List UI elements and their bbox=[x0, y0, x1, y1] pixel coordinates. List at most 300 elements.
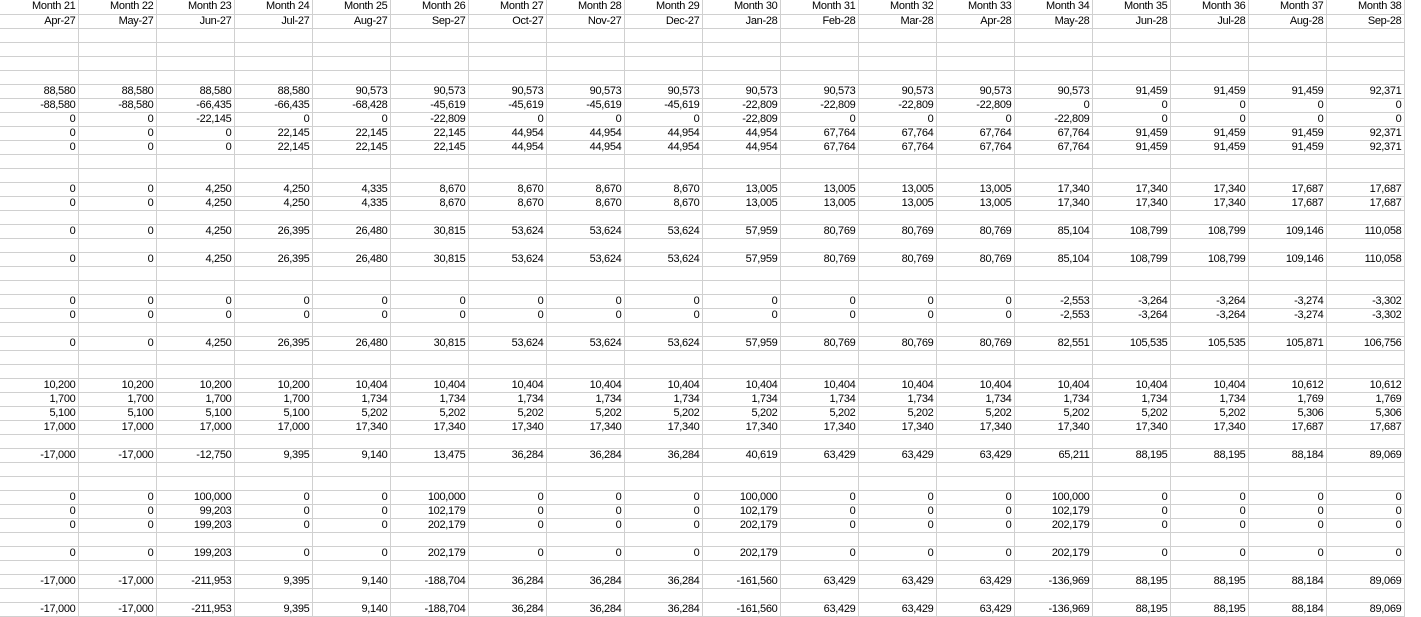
cell[interactable]: 0 bbox=[390, 294, 468, 308]
cell[interactable]: 0 bbox=[468, 294, 546, 308]
cell[interactable]: 67,764 bbox=[780, 126, 858, 140]
cell[interactable] bbox=[1326, 462, 1404, 476]
cell[interactable]: -2,553 bbox=[1014, 308, 1092, 322]
cell[interactable]: 17,340 bbox=[702, 420, 780, 434]
cell[interactable] bbox=[1248, 322, 1326, 336]
cell[interactable]: -3,302 bbox=[1326, 294, 1404, 308]
cell[interactable]: 0 bbox=[78, 196, 156, 210]
cell[interactable]: 4,335 bbox=[312, 196, 390, 210]
cell[interactable]: 0 bbox=[468, 308, 546, 322]
cell[interactable]: -136,969 bbox=[1014, 574, 1092, 588]
cell[interactable]: 89,069 bbox=[1326, 602, 1404, 616]
cell[interactable]: 67,764 bbox=[858, 126, 936, 140]
cell[interactable] bbox=[546, 532, 624, 546]
cell[interactable]: 17,340 bbox=[780, 420, 858, 434]
cell[interactable]: 0 bbox=[1092, 518, 1170, 532]
cell[interactable]: 109,146 bbox=[1248, 224, 1326, 238]
cell[interactable]: 0 bbox=[624, 504, 702, 518]
cell[interactable]: 89,069 bbox=[1326, 574, 1404, 588]
cell[interactable]: -17,000 bbox=[0, 448, 78, 462]
cell[interactable] bbox=[156, 350, 234, 364]
cell[interactable] bbox=[1170, 56, 1248, 70]
cell[interactable]: 0 bbox=[546, 504, 624, 518]
cell[interactable] bbox=[780, 28, 858, 42]
cell[interactable] bbox=[624, 70, 702, 84]
cell[interactable] bbox=[156, 70, 234, 84]
cell[interactable] bbox=[1326, 238, 1404, 252]
cell[interactable]: -22,809 bbox=[390, 112, 468, 126]
cell[interactable]: 26,480 bbox=[312, 252, 390, 266]
cell[interactable] bbox=[936, 70, 1014, 84]
cell[interactable] bbox=[468, 28, 546, 42]
cell[interactable] bbox=[468, 154, 546, 168]
cell[interactable]: 88,195 bbox=[1170, 574, 1248, 588]
cell[interactable] bbox=[234, 70, 312, 84]
cell[interactable] bbox=[1092, 280, 1170, 294]
cell[interactable]: 199,203 bbox=[156, 518, 234, 532]
header-cell-date[interactable]: Jun-27 bbox=[156, 14, 234, 28]
cell[interactable] bbox=[156, 434, 234, 448]
cell[interactable]: 0 bbox=[78, 518, 156, 532]
cell[interactable]: 108,799 bbox=[1092, 224, 1170, 238]
cell[interactable]: 0 bbox=[546, 112, 624, 126]
cell[interactable]: 1,734 bbox=[702, 392, 780, 406]
cell[interactable] bbox=[936, 462, 1014, 476]
cell[interactable]: 0 bbox=[1326, 518, 1404, 532]
cell[interactable] bbox=[1092, 210, 1170, 224]
cell[interactable]: 44,954 bbox=[624, 140, 702, 154]
cell[interactable] bbox=[234, 350, 312, 364]
cell[interactable] bbox=[858, 42, 936, 56]
cell[interactable]: 13,005 bbox=[702, 182, 780, 196]
cell[interactable]: 13,005 bbox=[936, 182, 1014, 196]
cell[interactable] bbox=[156, 154, 234, 168]
cell[interactable]: 10,404 bbox=[312, 378, 390, 392]
cell[interactable]: 0 bbox=[78, 336, 156, 350]
cell[interactable]: 0 bbox=[312, 504, 390, 518]
cell[interactable]: 1,700 bbox=[234, 392, 312, 406]
cell[interactable]: 10,404 bbox=[1170, 378, 1248, 392]
cell[interactable] bbox=[1170, 266, 1248, 280]
cell[interactable]: 88,195 bbox=[1092, 602, 1170, 616]
cell[interactable]: 88,195 bbox=[1170, 602, 1248, 616]
cell[interactable]: 91,459 bbox=[1170, 126, 1248, 140]
cell[interactable] bbox=[1092, 266, 1170, 280]
cell[interactable]: 13,005 bbox=[936, 196, 1014, 210]
cell[interactable] bbox=[1014, 322, 1092, 336]
header-cell-date[interactable]: Dec-27 bbox=[624, 14, 702, 28]
cell[interactable] bbox=[1014, 462, 1092, 476]
cell[interactable]: 17,340 bbox=[1092, 196, 1170, 210]
cell[interactable] bbox=[624, 462, 702, 476]
cell[interactable]: 0 bbox=[0, 140, 78, 154]
cell[interactable] bbox=[780, 560, 858, 574]
cell[interactable]: 5,202 bbox=[1092, 406, 1170, 420]
cell[interactable] bbox=[312, 322, 390, 336]
cell[interactable] bbox=[1248, 70, 1326, 84]
cell[interactable] bbox=[546, 476, 624, 490]
cell[interactable]: 9,395 bbox=[234, 602, 312, 616]
cell[interactable]: 0 bbox=[78, 252, 156, 266]
cell[interactable] bbox=[78, 476, 156, 490]
cell[interactable] bbox=[0, 560, 78, 574]
cell[interactable]: 5,202 bbox=[780, 406, 858, 420]
cell[interactable] bbox=[0, 266, 78, 280]
cell[interactable] bbox=[936, 238, 1014, 252]
cell[interactable] bbox=[390, 28, 468, 42]
cell[interactable]: 90,573 bbox=[858, 84, 936, 98]
cell[interactable] bbox=[312, 238, 390, 252]
cell[interactable] bbox=[936, 588, 1014, 602]
cell[interactable]: -22,809 bbox=[858, 98, 936, 112]
cell[interactable]: 53,624 bbox=[468, 224, 546, 238]
cell[interactable] bbox=[390, 168, 468, 182]
cell[interactable]: 10,200 bbox=[78, 378, 156, 392]
cell[interactable]: 5,202 bbox=[936, 406, 1014, 420]
cell[interactable]: 89,069 bbox=[1326, 448, 1404, 462]
cell[interactable] bbox=[312, 462, 390, 476]
cell[interactable]: 0 bbox=[1326, 546, 1404, 560]
cell[interactable] bbox=[702, 588, 780, 602]
cell[interactable]: 0 bbox=[0, 518, 78, 532]
cell[interactable] bbox=[468, 70, 546, 84]
cell[interactable]: -136,969 bbox=[1014, 602, 1092, 616]
cell[interactable]: 17,340 bbox=[468, 420, 546, 434]
cell[interactable]: 0 bbox=[1248, 504, 1326, 518]
cell[interactable]: 30,815 bbox=[390, 224, 468, 238]
cell[interactable]: 5,202 bbox=[390, 406, 468, 420]
cell[interactable] bbox=[156, 42, 234, 56]
cell[interactable]: 17,340 bbox=[390, 420, 468, 434]
cell[interactable] bbox=[234, 28, 312, 42]
cell[interactable] bbox=[780, 280, 858, 294]
cell[interactable]: 0 bbox=[1014, 98, 1092, 112]
cell[interactable]: 0 bbox=[858, 504, 936, 518]
cell[interactable]: 0 bbox=[936, 490, 1014, 504]
cell[interactable] bbox=[1014, 560, 1092, 574]
cell[interactable] bbox=[234, 434, 312, 448]
header-cell-month[interactable]: Month 25 bbox=[312, 0, 390, 14]
cell[interactable] bbox=[702, 56, 780, 70]
cell[interactable]: -45,619 bbox=[624, 98, 702, 112]
cell[interactable]: 0 bbox=[858, 518, 936, 532]
cell[interactable]: 82,551 bbox=[1014, 336, 1092, 350]
cell[interactable]: 1,700 bbox=[78, 392, 156, 406]
cell[interactable] bbox=[1248, 154, 1326, 168]
header-cell-month[interactable]: Month 32 bbox=[858, 0, 936, 14]
cell[interactable] bbox=[1014, 266, 1092, 280]
cell[interactable]: 80,769 bbox=[858, 336, 936, 350]
cell[interactable] bbox=[858, 560, 936, 574]
cell[interactable] bbox=[546, 462, 624, 476]
cell[interactable]: 44,954 bbox=[546, 126, 624, 140]
cell[interactable]: 63,429 bbox=[780, 448, 858, 462]
cell[interactable] bbox=[858, 266, 936, 280]
cell[interactable] bbox=[1170, 560, 1248, 574]
cell[interactable] bbox=[1014, 238, 1092, 252]
cell[interactable]: 100,000 bbox=[390, 490, 468, 504]
cell[interactable]: -188,704 bbox=[390, 574, 468, 588]
cell[interactable] bbox=[858, 588, 936, 602]
cell[interactable] bbox=[1248, 588, 1326, 602]
cell[interactable] bbox=[936, 168, 1014, 182]
header-cell-date[interactable]: Nov-27 bbox=[546, 14, 624, 28]
cell[interactable] bbox=[780, 434, 858, 448]
header-cell-month[interactable]: Month 23 bbox=[156, 0, 234, 14]
cell[interactable]: 0 bbox=[468, 518, 546, 532]
cell[interactable]: 17,340 bbox=[1014, 182, 1092, 196]
cell[interactable]: 5,100 bbox=[78, 406, 156, 420]
cell[interactable] bbox=[0, 210, 78, 224]
cell[interactable] bbox=[936, 56, 1014, 70]
cell[interactable]: -12,750 bbox=[156, 448, 234, 462]
header-cell-month[interactable]: Month 27 bbox=[468, 0, 546, 14]
cell[interactable]: 17,340 bbox=[1170, 182, 1248, 196]
cell[interactable] bbox=[156, 266, 234, 280]
cell[interactable]: -45,619 bbox=[546, 98, 624, 112]
cell[interactable] bbox=[468, 280, 546, 294]
cell[interactable]: 63,429 bbox=[936, 448, 1014, 462]
cell[interactable]: 80,769 bbox=[936, 336, 1014, 350]
cell[interactable]: 44,954 bbox=[702, 140, 780, 154]
cell[interactable] bbox=[1170, 476, 1248, 490]
cell[interactable] bbox=[1248, 560, 1326, 574]
cell[interactable]: 17,340 bbox=[1170, 196, 1248, 210]
cell[interactable]: 0 bbox=[1248, 112, 1326, 126]
cell[interactable] bbox=[1014, 70, 1092, 84]
cell[interactable]: 0 bbox=[1170, 490, 1248, 504]
cell[interactable]: 90,573 bbox=[702, 84, 780, 98]
cell[interactable] bbox=[624, 532, 702, 546]
cell[interactable]: 0 bbox=[234, 546, 312, 560]
cell[interactable] bbox=[702, 350, 780, 364]
cell[interactable] bbox=[312, 434, 390, 448]
cell[interactable]: -161,560 bbox=[702, 574, 780, 588]
header-cell-date[interactable]: Jun-28 bbox=[1092, 14, 1170, 28]
header-cell-date[interactable]: Aug-27 bbox=[312, 14, 390, 28]
cell[interactable]: 91,459 bbox=[1092, 140, 1170, 154]
cell[interactable] bbox=[858, 476, 936, 490]
cell[interactable] bbox=[1092, 56, 1170, 70]
cell[interactable] bbox=[1092, 70, 1170, 84]
cell[interactable]: 88,580 bbox=[234, 84, 312, 98]
header-cell-date[interactable]: Jan-28 bbox=[702, 14, 780, 28]
cell[interactable] bbox=[624, 168, 702, 182]
cell[interactable] bbox=[780, 56, 858, 70]
cell[interactable]: -88,580 bbox=[0, 98, 78, 112]
cell[interactable]: 0 bbox=[1248, 490, 1326, 504]
cell[interactable]: -3,274 bbox=[1248, 308, 1326, 322]
cell[interactable]: -22,145 bbox=[156, 112, 234, 126]
cell[interactable]: 44,954 bbox=[624, 126, 702, 140]
header-cell-date[interactable]: Jul-28 bbox=[1170, 14, 1248, 28]
cell[interactable] bbox=[78, 350, 156, 364]
cell[interactable]: 17,340 bbox=[624, 420, 702, 434]
cell[interactable]: 36,284 bbox=[546, 574, 624, 588]
cell[interactable]: 10,404 bbox=[390, 378, 468, 392]
cell[interactable]: 0 bbox=[0, 224, 78, 238]
cell[interactable]: 0 bbox=[234, 490, 312, 504]
cell[interactable] bbox=[156, 588, 234, 602]
cell[interactable]: 85,104 bbox=[1014, 224, 1092, 238]
cell[interactable]: 0 bbox=[780, 490, 858, 504]
cell[interactable]: 91,459 bbox=[1170, 140, 1248, 154]
cell[interactable]: 0 bbox=[468, 504, 546, 518]
cell[interactable] bbox=[546, 434, 624, 448]
cell[interactable] bbox=[858, 238, 936, 252]
cell[interactable] bbox=[1014, 364, 1092, 378]
cell[interactable]: -22,809 bbox=[936, 98, 1014, 112]
cell[interactable]: 53,624 bbox=[468, 252, 546, 266]
cell[interactable] bbox=[234, 154, 312, 168]
cell[interactable] bbox=[702, 434, 780, 448]
cell[interactable]: 0 bbox=[1248, 518, 1326, 532]
cell[interactable]: 22,145 bbox=[234, 126, 312, 140]
cell[interactable] bbox=[936, 434, 1014, 448]
cell[interactable] bbox=[1326, 70, 1404, 84]
cell[interactable] bbox=[468, 42, 546, 56]
cell[interactable] bbox=[1170, 280, 1248, 294]
cell[interactable]: 17,340 bbox=[312, 420, 390, 434]
cell[interactable]: 22,145 bbox=[312, 140, 390, 154]
cell[interactable]: 63,429 bbox=[780, 602, 858, 616]
cell[interactable]: 102,179 bbox=[390, 504, 468, 518]
cell[interactable]: 0 bbox=[0, 112, 78, 126]
cell[interactable] bbox=[702, 532, 780, 546]
cell[interactable]: 1,769 bbox=[1248, 392, 1326, 406]
cell[interactable] bbox=[312, 532, 390, 546]
cell[interactable]: 40,619 bbox=[702, 448, 780, 462]
cell[interactable] bbox=[390, 280, 468, 294]
cell[interactable]: 9,140 bbox=[312, 448, 390, 462]
cell[interactable]: 1,734 bbox=[390, 392, 468, 406]
cell[interactable]: 44,954 bbox=[468, 140, 546, 154]
cell[interactable]: 0 bbox=[78, 182, 156, 196]
cell[interactable] bbox=[624, 434, 702, 448]
cell[interactable] bbox=[156, 364, 234, 378]
cell[interactable] bbox=[1248, 56, 1326, 70]
header-cell-month[interactable]: Month 21 bbox=[0, 0, 78, 14]
cell[interactable] bbox=[546, 588, 624, 602]
cell[interactable]: 108,799 bbox=[1092, 252, 1170, 266]
cell[interactable]: 0 bbox=[780, 518, 858, 532]
cell[interactable] bbox=[390, 238, 468, 252]
cell[interactable]: 0 bbox=[858, 112, 936, 126]
cell[interactable]: 1,734 bbox=[936, 392, 1014, 406]
cell[interactable]: -211,953 bbox=[156, 574, 234, 588]
cell[interactable]: 17,340 bbox=[1170, 420, 1248, 434]
header-cell-date[interactable]: Sep-27 bbox=[390, 14, 468, 28]
cell[interactable]: 105,535 bbox=[1170, 336, 1248, 350]
header-cell-month[interactable]: Month 37 bbox=[1248, 0, 1326, 14]
cell[interactable]: 0 bbox=[936, 112, 1014, 126]
cell[interactable]: 0 bbox=[78, 308, 156, 322]
cell[interactable] bbox=[546, 168, 624, 182]
cell[interactable] bbox=[156, 476, 234, 490]
cell[interactable]: 0 bbox=[0, 294, 78, 308]
cell[interactable]: 9,395 bbox=[234, 448, 312, 462]
cell[interactable]: 0 bbox=[780, 112, 858, 126]
cell[interactable]: 202,179 bbox=[702, 546, 780, 560]
cell[interactable] bbox=[936, 532, 1014, 546]
header-cell-date[interactable]: Mar-28 bbox=[858, 14, 936, 28]
cell[interactable] bbox=[234, 266, 312, 280]
cell[interactable] bbox=[858, 28, 936, 42]
cell[interactable]: 109,146 bbox=[1248, 252, 1326, 266]
cell[interactable] bbox=[1248, 266, 1326, 280]
cell[interactable]: 53,624 bbox=[624, 224, 702, 238]
cell[interactable] bbox=[234, 56, 312, 70]
cell[interactable]: 0 bbox=[312, 294, 390, 308]
cell[interactable]: 88,184 bbox=[1248, 574, 1326, 588]
cell[interactable]: 17,000 bbox=[156, 420, 234, 434]
cell[interactable] bbox=[1092, 322, 1170, 336]
cell[interactable]: 26,480 bbox=[312, 224, 390, 238]
cell[interactable] bbox=[156, 168, 234, 182]
cell[interactable]: 67,764 bbox=[1014, 140, 1092, 154]
cell[interactable] bbox=[546, 280, 624, 294]
cell[interactable]: 17,687 bbox=[1248, 182, 1326, 196]
cell[interactable]: 100,000 bbox=[156, 490, 234, 504]
cell[interactable]: 80,769 bbox=[780, 224, 858, 238]
cell[interactable]: 0 bbox=[1326, 112, 1404, 126]
cell[interactable]: -17,000 bbox=[78, 602, 156, 616]
cell[interactable]: 0 bbox=[1092, 504, 1170, 518]
cell[interactable]: 5,306 bbox=[1248, 406, 1326, 420]
cell[interactable]: 99,203 bbox=[156, 504, 234, 518]
cell[interactable] bbox=[234, 168, 312, 182]
cell[interactable] bbox=[936, 266, 1014, 280]
cell[interactable] bbox=[702, 70, 780, 84]
cell[interactable]: 0 bbox=[0, 504, 78, 518]
cell[interactable] bbox=[312, 70, 390, 84]
cell[interactable] bbox=[858, 322, 936, 336]
cell[interactable]: 0 bbox=[624, 308, 702, 322]
cell[interactable]: 10,200 bbox=[0, 378, 78, 392]
header-cell-month[interactable]: Month 28 bbox=[546, 0, 624, 14]
cell[interactable]: 106,756 bbox=[1326, 336, 1404, 350]
cell[interactable] bbox=[1170, 154, 1248, 168]
cell[interactable] bbox=[0, 350, 78, 364]
cell[interactable]: 0 bbox=[1326, 490, 1404, 504]
cell[interactable] bbox=[1170, 42, 1248, 56]
cell[interactable]: 8,670 bbox=[468, 196, 546, 210]
cell[interactable]: 53,624 bbox=[624, 252, 702, 266]
cell[interactable]: 5,202 bbox=[1170, 406, 1248, 420]
cell[interactable]: 202,179 bbox=[1014, 518, 1092, 532]
cell[interactable]: 0 bbox=[78, 224, 156, 238]
cell[interactable]: 0 bbox=[468, 490, 546, 504]
cell[interactable] bbox=[78, 168, 156, 182]
cell[interactable]: 17,000 bbox=[78, 420, 156, 434]
cell[interactable] bbox=[546, 364, 624, 378]
cell[interactable]: 105,535 bbox=[1092, 336, 1170, 350]
cell[interactable]: 10,200 bbox=[234, 378, 312, 392]
cell[interactable]: 0 bbox=[858, 546, 936, 560]
cell[interactable]: -66,435 bbox=[234, 98, 312, 112]
cell[interactable] bbox=[234, 322, 312, 336]
cell[interactable]: 10,404 bbox=[858, 378, 936, 392]
cell[interactable] bbox=[468, 476, 546, 490]
cell[interactable] bbox=[1170, 238, 1248, 252]
cell[interactable] bbox=[1092, 364, 1170, 378]
cell[interactable] bbox=[1170, 350, 1248, 364]
cell[interactable] bbox=[0, 238, 78, 252]
cell[interactable]: 22,145 bbox=[390, 126, 468, 140]
cell[interactable]: 0 bbox=[1092, 112, 1170, 126]
cell[interactable]: 0 bbox=[0, 490, 78, 504]
cell[interactable]: 5,100 bbox=[234, 406, 312, 420]
